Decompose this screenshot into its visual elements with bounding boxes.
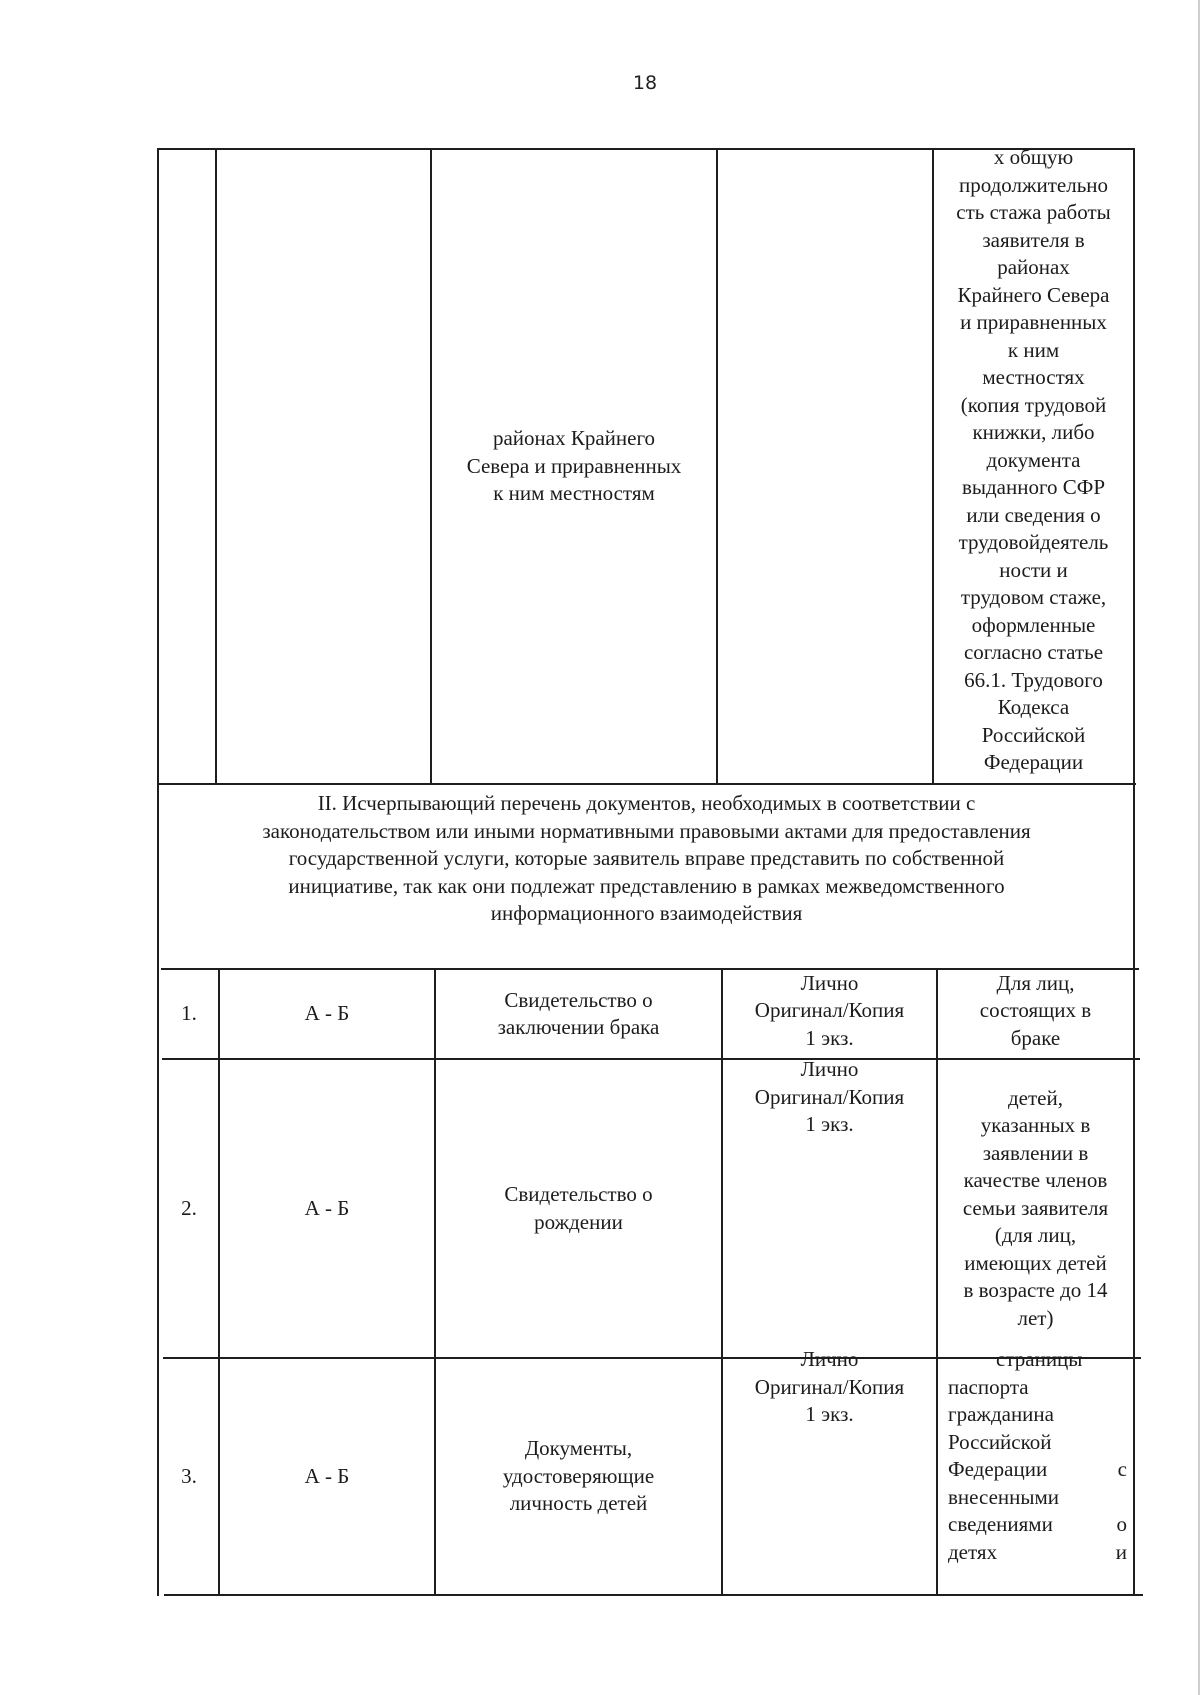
note-line: (для лиц, (994, 1223, 1077, 1248)
row3-method-cell (723, 1346, 936, 1594)
cont-note-line: книжки, либо (972, 420, 1095, 445)
note-line: в возрасте до 14 (963, 1278, 1108, 1303)
method-line: 1 экз. (805, 1025, 854, 1050)
cont-note-line: Федерации (983, 750, 1084, 775)
cont-note-cell (934, 138, 1133, 783)
cont-note-line: х общую (993, 145, 1074, 170)
cont-note-line: оформленные (971, 612, 1096, 637)
note-line (948, 1539, 1127, 1567)
section-heading-line: инициативе, так как они подлежат представлению в рамках межведомственного (288, 873, 1005, 898)
note-line-text: паспорта (948, 1374, 1029, 1399)
row1-document-cell (436, 970, 721, 1058)
cont-note-line: трудовом стаже, (960, 585, 1107, 610)
note-line-text: внесенными (948, 1484, 1060, 1509)
note-line: имеющих детей (964, 1250, 1107, 1275)
section-heading-line: информационного взаимодействия (490, 901, 803, 925)
row1-document (436, 987, 721, 1042)
cont-note-line: выданного СФР (961, 475, 1106, 500)
note-line: браке (1010, 1025, 1061, 1050)
row3-document (436, 1435, 721, 1518)
row3-category: А - Б (304, 1463, 350, 1488)
note-line-end: о (1116, 1512, 1127, 1536)
note-line-text: страницы (996, 1347, 1083, 1371)
row3-num: 3. (181, 1463, 197, 1488)
document-line: рождении (534, 1209, 623, 1234)
document-line: Документы, (524, 1436, 633, 1461)
cont-note-line: трудовойдеятель (958, 530, 1109, 555)
note-line: заявлении в (982, 1140, 1089, 1165)
section-ii-heading (159, 790, 1134, 928)
document-line: удостоверяющие (502, 1463, 655, 1488)
cont-note-line: Российской (981, 722, 1086, 747)
section-ii-cell (159, 790, 1134, 968)
document-line: личность детей (509, 1491, 648, 1516)
cont-document-line: районах Крайнего (492, 426, 656, 451)
note-line: лет) (1017, 1305, 1054, 1330)
row3-note-cell (938, 1346, 1133, 1594)
note-line: Для лиц, (996, 970, 1075, 995)
cont-note-line: сть стажа работы (956, 200, 1111, 225)
method-line: 1 экз. (805, 1112, 854, 1136)
note-line (948, 1456, 1127, 1484)
section-heading-line: II. Исчерпывающий перечень документов, необходимых в соответствии с (317, 791, 976, 815)
row1-method-cell (723, 964, 936, 1058)
note-line: состоящих в (979, 998, 1092, 1023)
cont-note-line: ности и (999, 557, 1068, 582)
method-line: Лично (800, 1057, 859, 1081)
note-line: качестве членов (963, 1168, 1108, 1193)
cont-note-line: Кодекса (997, 695, 1070, 720)
note-line-text: гражданина (948, 1402, 1054, 1426)
row1-method (723, 970, 936, 1053)
row3-note (938, 1346, 1133, 1566)
note-line-text: детях (948, 1539, 998, 1564)
rule-section-top (159, 783, 1136, 785)
rule-c3 (716, 148, 718, 784)
row2-method-cell (723, 1056, 936, 1357)
row2-document (436, 1181, 721, 1236)
row1-num: 1. (181, 1001, 197, 1026)
row3-document-cell (436, 1359, 721, 1594)
cont-document-line: к ним местностям (493, 481, 655, 506)
row1-note-cell (938, 964, 1133, 1058)
note-line (948, 1511, 1127, 1539)
section-heading-line: законодательством или иными нормативными правовыми актами для предоставления (262, 818, 1031, 843)
note-line (948, 1484, 1127, 1512)
cont-document-cell (432, 150, 716, 783)
method-line: 1 экз. (805, 1402, 854, 1426)
row2-note (938, 1085, 1133, 1333)
note-line: указанных в (980, 1113, 1091, 1138)
cont-note-line: продолжительно (958, 172, 1109, 197)
row2-document-cell (436, 1060, 721, 1357)
method-line: Оригинал/Копия (754, 1084, 905, 1109)
cont-note-line: районах (997, 255, 1070, 280)
cont-note-line: 66.1. Трудового (964, 667, 1103, 692)
document-line: заключении брака (497, 1015, 660, 1039)
note-line-text: Федерации (948, 1457, 1048, 1481)
document-line: Свидетельство о (504, 1182, 653, 1206)
cont-note-line: местностях (982, 365, 1085, 390)
page-number: 18 (632, 72, 658, 94)
method-line: Лично (800, 1347, 859, 1371)
row2-note-cell (938, 1060, 1133, 1357)
note-line (948, 1374, 1127, 1402)
rule-c1 (215, 148, 217, 784)
cont-document-text (432, 425, 716, 508)
row1-category: А - Б (304, 1001, 350, 1026)
note-line (948, 1346, 1127, 1374)
row2-method (723, 1056, 936, 1139)
row3-method (723, 1346, 936, 1429)
document-line: Свидетельство о (504, 987, 653, 1012)
note-line-end: и (1115, 1539, 1127, 1564)
cont-note-text (934, 144, 1133, 777)
method-line: Оригинал/Копия (754, 1374, 905, 1399)
method-line: Лично (800, 970, 859, 995)
cont-document-line: Севера и приравненных (466, 453, 682, 478)
note-line: семьи заявителя (962, 1195, 1109, 1220)
note-line-text: сведениями (948, 1512, 1053, 1536)
method-line: Оригинал/Копия (754, 998, 905, 1023)
note-line-end: с (1117, 1457, 1127, 1481)
section-heading-line: государственной услуги, которые заявитель вправе представить по собственной (288, 846, 1005, 870)
cont-note-line: заявителя в (982, 227, 1085, 252)
cont-note-line: к ним (1007, 337, 1060, 362)
note-line (948, 1429, 1127, 1457)
note-line (948, 1401, 1127, 1429)
row2-category: А - Б (304, 1195, 350, 1220)
row1-note (938, 970, 1133, 1053)
cont-note-line: документа (986, 447, 1081, 472)
cont-note-line: согласно статье (963, 640, 1104, 665)
cont-note-line: Крайнего Севера (957, 282, 1110, 307)
cont-note-line: (копия трудовой (960, 392, 1107, 417)
note-line-text: Российской (948, 1429, 1052, 1454)
rule-bottom (164, 1594, 1143, 1596)
row2-num: 2. (181, 1195, 197, 1220)
cont-note-line: или сведения о (966, 502, 1101, 527)
cont-note-line: и приравненных (960, 310, 1107, 335)
note-line: детей, (1008, 1085, 1063, 1110)
